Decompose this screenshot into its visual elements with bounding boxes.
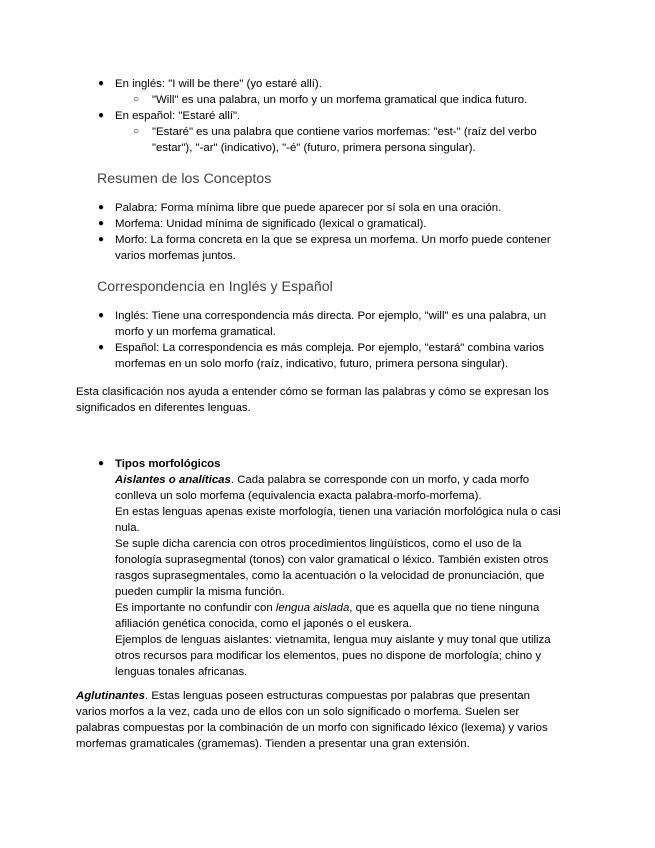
confusion-text-1: afiliación genética conocida, como el japonés o el euskera.: [115, 618, 412, 630]
aglutinantes-text-2: palabras compuestas por la combinación de un morfo con significado léxico (lexema) y varios: [76, 722, 548, 734]
correspondence-ingles: Inglés: Tiene una correspondencia más directa. Por ejemplo, "will" es una palabra, un: [115, 310, 547, 322]
aislantes-text-3: nula.: [115, 522, 140, 534]
example-spanish: En español: "Estaré allí".: [115, 110, 241, 122]
aglutinantes-line: [76, 688, 530, 704]
example-english: En inglés: "I will be there" (yo estaré allí).: [115, 78, 322, 90]
aislantes-text-5: fonología suprasegmental (tonos) con valor gramatical o léxico. También existen otros: [115, 554, 549, 566]
aglutinantes-first-rest: . Estas lenguas poseen estructuras compuestas por palabras que presentan: [144, 690, 530, 702]
bullet-icon: ●: [98, 110, 105, 121]
example-english-sub: "Will" es una palabra, un morfo y un morfema gramatical que indica futuro.: [152, 94, 528, 106]
sub-bullet-icon: ○: [133, 94, 140, 105]
confusion-term: lengua aislada: [275, 602, 350, 614]
conclusion-line-2: significados en diferentes lenguas.: [76, 402, 251, 414]
confusion-line: [115, 600, 539, 616]
correspondence-espanol: Español: La correspondencia es más compleja. Por ejemplo, "estará" combina varios: [115, 342, 545, 354]
aislantes-text-6: rasgos suprasegmentales, como la acentuación o la velocidad de pronunciación, que: [115, 570, 545, 582]
aislantes-term: Aislantes o analíticas: [115, 474, 231, 486]
aglutinantes-text-3: morfemas gramaticales (gramemas). Tienden a presentar una gran extensión.: [76, 738, 470, 750]
confusion-post: , que es aquella que no tiene ninguna: [349, 602, 540, 614]
aislantes-rest: . Cada palabra se corresponde con un morfo, y cada morfo: [230, 474, 530, 486]
conclusion-line-1: Esta clasificación nos ayuda a entender cómo se forman las palabras y cómo se expresan los: [76, 386, 549, 398]
confusion-text-3: otros recursos para modificar los elementos, pues no dispone de morfología; chino y: [115, 650, 542, 662]
confusion-text-2: Ejemplos de lenguas aislantes: vietnamita, lengua muy aislante y muy tonal que utiliza: [115, 634, 551, 646]
correspondence-espanol-cont: morfemas en un solo morfo (raíz, indicativo, futuro, primera persona singular).: [115, 358, 509, 370]
bullet-icon: ●: [98, 342, 105, 353]
correspondence-heading: Correspondencia en Inglés y Español: [97, 279, 333, 295]
aislantes-text-4: Se suple dicha carencia con otros procedimientos lingüísticos, como el uso de la: [115, 538, 522, 550]
aglutinantes-term: Aglutinantes: [76, 690, 145, 702]
example-spanish-sub-2: "estar"), "-ar" (indicativo), "-é" (futuro, primera persona singular).: [152, 142, 476, 154]
confusion-text-4: lenguas tonales africanas.: [115, 666, 248, 678]
bullet-icon: ●: [98, 234, 105, 245]
correspondence-ingles-cont: morfo y un morfema gramatical.: [115, 326, 276, 338]
bullet-icon: ●: [98, 202, 105, 213]
bullet-icon: ●: [98, 310, 105, 321]
summary-item-morfema: Morfema: Unidad mínima de significado (lexical o gramatical).: [115, 218, 427, 230]
sub-bullet-icon: ○: [133, 126, 140, 137]
summary-heading: Resumen de los Conceptos: [97, 171, 272, 187]
aislantes-text-1: conlleva un solo morfema (equivalencia exacta palabra-morfo-morfema).: [115, 490, 482, 502]
morph-types-title: Tipos morfológicos: [115, 458, 221, 470]
bullet-icon: ●: [98, 218, 105, 229]
summary-item-morfo-cont: varios morfemas juntos.: [115, 250, 236, 262]
summary-item-palabra: Palabra: Forma mínima libre que puede aparecer por sí sola en una oración.: [115, 202, 502, 214]
aglutinantes-text-1: varios morfos a la vez, cada uno de ellos con un solo significado o morfema. Suelen ser: [76, 706, 520, 718]
summary-item-morfo: Morfo: La forma concreta en la que se expresa un morfema. Un morfo puede contener: [115, 234, 551, 246]
bullet-icon: ●: [98, 458, 105, 469]
bullet-icon: ●: [98, 78, 105, 89]
aislantes-line: [115, 472, 529, 488]
example-spanish-sub-1: "Estaré" es una palabra que contiene varios morfemas: "est-" (raíz del verbo: [152, 126, 537, 138]
aislantes-text-2: En estas lenguas apenas existe morfología, tienen una variación morfológica nula o casi: [115, 506, 561, 518]
aislantes-text-7: pueden cumplir la misma función.: [115, 586, 285, 598]
confusion-pre: Es importante no confundir con: [115, 602, 276, 614]
